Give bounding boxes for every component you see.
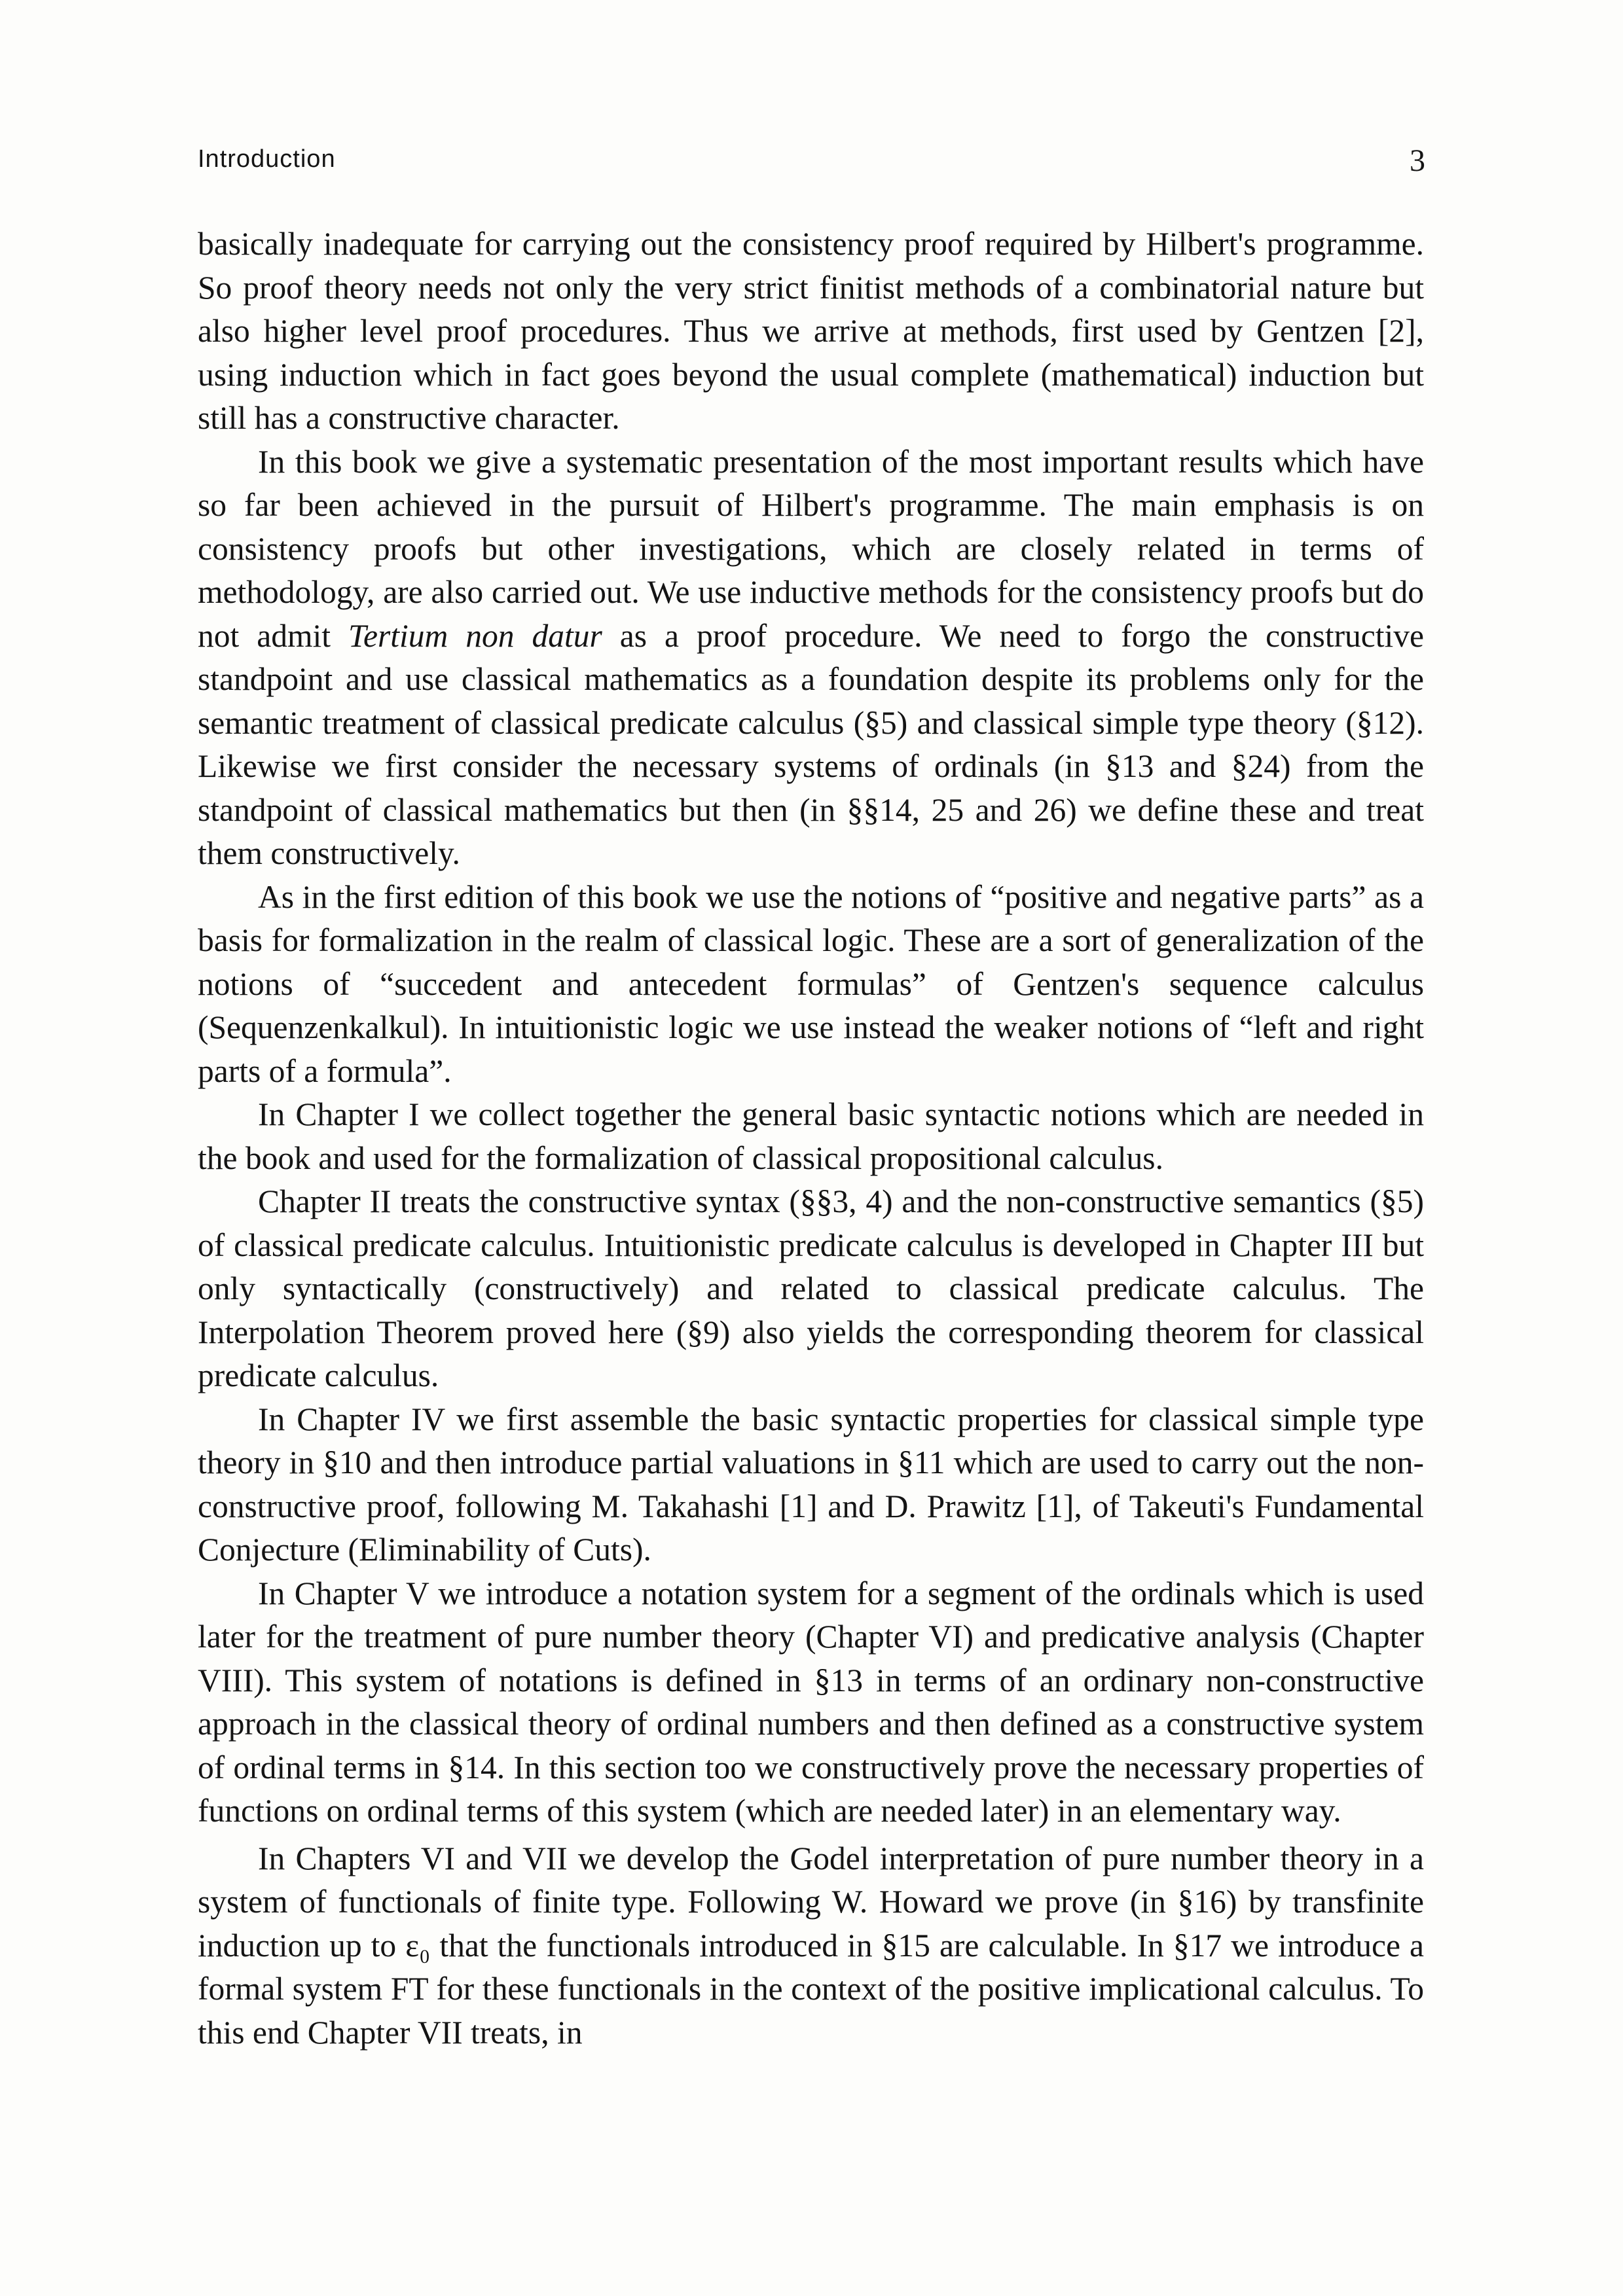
body-text [198, 223, 1424, 2054]
paragraph-text: In this book we give a systematic presentation of the most important results which have so far been achieved in the pursuit of Hilbert's programme. The main emphasis is on consistency proofs but other investigations, which are closely related in terms of methodology, are also carried out. We use inductive methods for the consistency proofs but do not admit [198, 443, 1424, 654]
paragraph-chapter-5: In Chapter V we introduce a notation system for a segment of the ordinals which is used later for the treatment of pure number theory (Chapter VI) and predicative analysis (Chapter VIII). This system of notations is defined in §13 in terms of an ordinary non-constructive approach in the classical theory of ordinal numbers and then defined as a constructive system of ordinal terms in §14. In this section too we constructively prove the necessary properties of functions on ordinal terms of this system (which are needed later) in an elementary way. [198, 1575, 1424, 1829]
paragraph-chapter-2-3: Chapter II treats the constructive syntax (§§3, 4) and the non-constructive semantics (§5) of classical predicate calculus. Intuitionistic predicate calculus is developed in Chapter III but only syntactically (constructively) and related to classical predicate calculus. The Interpolation Theorem proved here (§9) also yields the corresponding theorem for classical predicate calculus. [198, 1183, 1424, 1393]
page-number: 3 [1410, 143, 1425, 178]
paragraph-chapter-1: In Chapter I we collect together the general basic syntactic notions which are needed in the book and used for the formalization of classical propositional calculus. [198, 1096, 1424, 1176]
emphasis-tertium-non-datur: Tertium non datur [348, 617, 602, 654]
paragraph-book-overview [198, 440, 1424, 876]
paragraph-chapter-6-7: In Chapters VI and VII we develop the Godel interpretation of pure number theory in a system of functionals of finite type. Following W. Howard we prove (in §16) by transfinite induction up to ε₀ that the functionals introduced in §15 are calculable. In §17 we introduce a formal system FT for these functionals in the context of the positive implicational calculus. To this end Chapter VII treats, in [198, 1840, 1424, 2051]
running-head: Introduction [198, 145, 336, 173]
paragraph-continuation: basically inadequate for carrying out the consistency proof required by Hilbert's programme. So proof theory needs not only the very strict finitist methods of a combinatorial nature but also higher level proof procedures. Thus we arrive at methods, first used by Gentzen [2], using induction which in fact goes beyond the usual complete (mathematical) induction but still has a constructive character. [198, 226, 1424, 436]
paragraph-text: as a proof procedure. We need to forgo the constructive standpoint and use classical mathematics as a foundation despite its problems only for the semantic treatment of classical predicate calculus (§5) and classical simple type theory (§12). Likewise we first consider the necessary systems of ordinals (in §13 and §24) from the standpoint of classical mathematics but then (in §§14, 25 and 26) we define these and treat them constructively. [198, 617, 1424, 871]
page-header [198, 139, 1425, 185]
paragraph-chapter-4: In Chapter IV we first assemble the basic syntactic properties for classical simple type theory in §10 and then introduce partial valuations in §11 which are used to carry out the non-constructive proof, following M. Takahashi [1] and D. Prawitz [1], of Takeuti's Fundamental Conjecture (Eliminability of Cuts). [198, 1401, 1424, 1568]
paragraph-positive-negative-parts: As in the first edition of this book we use the notions of “positive and negative parts” as a basis for formalization in the realm of classical logic. These are a sort of generalization of the notions of “succedent and antecedent formulas” of Gentzen's sequence calculus (Sequenzenkalkul). In intuitionistic logic we use instead the weaker notions of “left and right parts of a formula”. [198, 878, 1424, 1089]
